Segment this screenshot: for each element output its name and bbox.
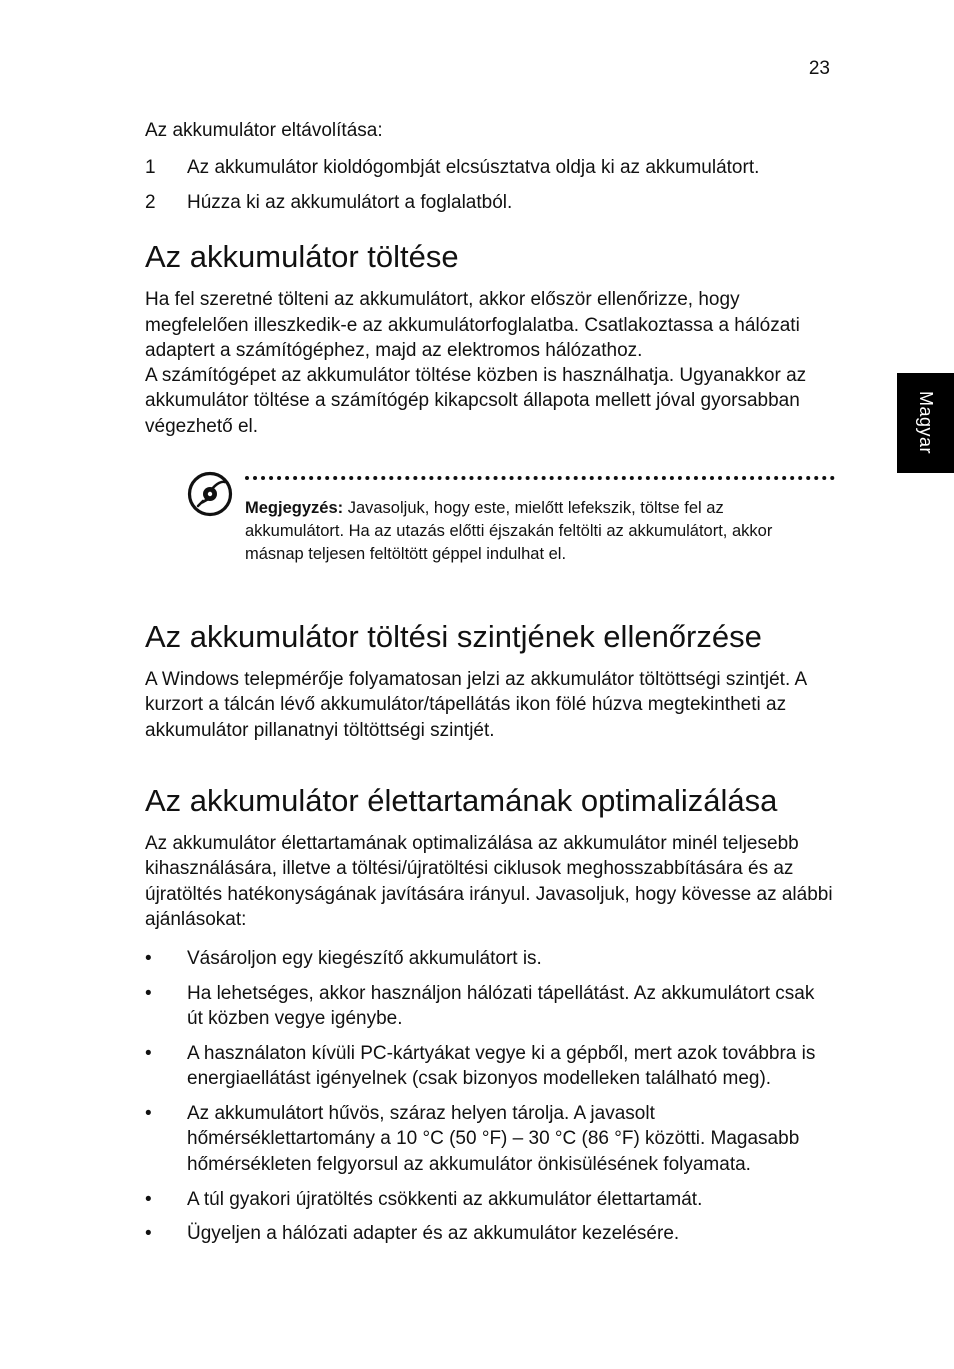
bullet-text: Az akkumulátort hűvös, száraz helyen tárolja. A javasolt hőmérséklettartomány a 10 °C (50 °F) – 30 °C (86 °F) közötti. Magasabb hőmérsékleten felgyorsul az akkumulátor önkisülésének folyamata. — [187, 1103, 800, 1175]
removal-steps — [145, 155, 835, 215]
step-text: Húzza ki az akkumulátort a foglalatból. — [187, 192, 513, 214]
list-item — [145, 981, 835, 1032]
charging-paragraph-1: Ha fel szeretné tölteni az akkumulátort, akkor először ellenőrizze, hogy megfelelően illeszkedik-e az akkumulátorfoglalatba. Csatlakoztassa a hálózati adaptert a számítógéphez, majd az elektromos hálózathoz. — [145, 289, 800, 361]
bullet-text: A túl gyakori újratöltés csökkenti az akkumulátor élettartamát. — [187, 1188, 703, 1210]
bullet-icon: • — [145, 948, 152, 970]
removal-step — [145, 190, 835, 215]
page-content — [145, 118, 835, 1256]
bullet-icon: • — [145, 1188, 152, 1210]
bullet-text: Ha lehetséges, akkor használjon hálózati tápellátást. Az akkumulátort csak út közben vegye igénybe. — [187, 982, 815, 1030]
list-item — [145, 1041, 835, 1092]
list-item — [145, 1187, 835, 1212]
step-number: 2 — [145, 192, 156, 214]
optimize-heading: Az akkumulátor élettartamának optimalizálása — [145, 782, 778, 818]
note-box — [145, 469, 835, 581]
bullet-icon: • — [145, 1043, 152, 1065]
bullet-icon: • — [145, 1103, 152, 1125]
page-number: 23 — [808, 58, 830, 79]
note-pen-icon — [187, 471, 233, 517]
language-side-tab — [897, 373, 954, 473]
bullet-icon: • — [145, 982, 152, 1004]
list-item — [145, 1221, 835, 1246]
note-label: Megjegyzés: — [245, 499, 344, 518]
list-item — [145, 1101, 835, 1177]
note-text — [245, 497, 805, 566]
note-body: Javasoljuk, hogy este, mielőtt lefekszik, töltse fel az akkumulátort. Ha az utazás előtti éjszakán feltölti az akkumulátort, akkor másnap teljesen feltöltött géppel indulhat el. — [245, 499, 773, 564]
removal-step — [145, 155, 835, 180]
bullet-icon: • — [145, 1223, 152, 1245]
note-dotted-divider — [245, 476, 835, 480]
step-number: 1 — [145, 157, 156, 179]
level-check-paragraph: A Windows telepmérője folyamatosan jelzi az akkumulátor töltöttségi szintjét. A kurzort a tálcán lévő akkumulátor/tápellátás ikon fölé húzva megtekintheti az akkumulátor pillanatnyi töltöttségi szintjét. — [145, 669, 807, 741]
level-check-heading: Az akkumulátor töltési szintjének ellenőrzése — [145, 619, 762, 655]
side-tab-label: Magyar — [916, 391, 936, 455]
list-item — [145, 946, 835, 971]
bullet-text: A használaton kívüli PC-kártyákat vegye ki a gépből, mert azok továbbra is energiaellátást igényelnek (csak bizonyos modelleken található meg). — [187, 1043, 816, 1090]
charging-heading: Az akkumulátor töltése — [145, 239, 459, 275]
charging-paragraph-2: A számítógépet az akkumulátor töltése közben is használhatja. Ugyanakkor az akkumulátor töltése a számítógép kikapcsolt állapota mellett jóval gyorsabban végezhető el. — [145, 365, 807, 437]
bullet-text: Vásároljon egy kiegészítő akkumulátort is. — [187, 948, 542, 970]
optimize-paragraph: Az akkumulátor élettartamának optimalizálása az akkumulátor minél teljesebb kihasználására, illetve a töltési/újratöltési ciklusok meghosszabbítására és az újratöltés hatékonyságának javítására irányul. Javasoljuk, hogy kövesse az alábbi ajánlásokat: — [145, 832, 833, 930]
optimize-bullets — [145, 946, 835, 1246]
bullet-text: Ügyeljen a hálózati adapter és az akkumulátor kezelésére. — [187, 1223, 680, 1245]
step-text: Az akkumulátor kioldógombját elcsúsztatva oldja ki az akkumulátort. — [187, 157, 760, 179]
removal-intro: Az akkumulátor eltávolítása: — [145, 120, 383, 141]
